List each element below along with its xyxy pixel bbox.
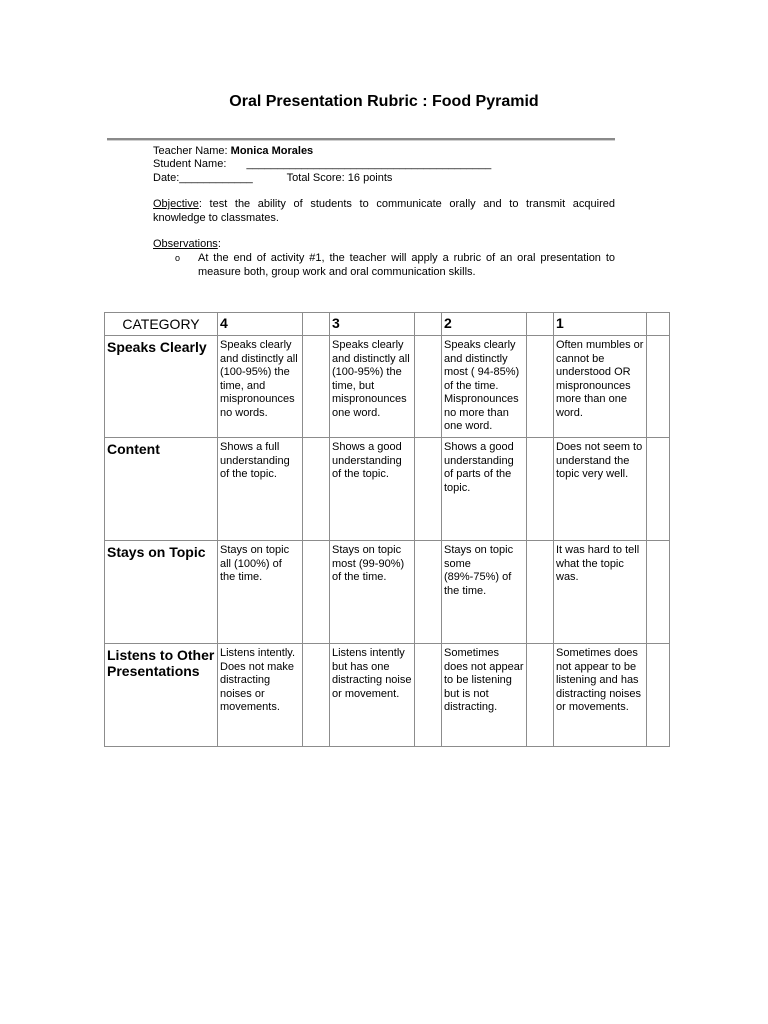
row-category: Listens to Other Presentations (105, 644, 218, 747)
header-spacer (527, 313, 554, 336)
student-line (153, 158, 491, 171)
cell-score-1: Sometimes does not appear to be listening and has distracting noises or movements. (554, 644, 647, 747)
header-category: CATEGORY (105, 313, 218, 336)
date-label: Date:____________ (153, 172, 253, 184)
header-spacer (303, 313, 330, 336)
score-spacer (415, 336, 442, 438)
score-spacer (527, 644, 554, 747)
observations-label: Observations (153, 238, 218, 250)
row-category: Speaks Clearly (105, 336, 218, 438)
teacher-label: Teacher Name: (153, 145, 228, 157)
objective-paragraph (153, 198, 615, 225)
score-spacer (303, 336, 330, 438)
observation-text: At the end of activity #1, the teacher will apply a rubric of an oral presentation to measure both, group work and oral communication skills. (198, 252, 615, 278)
rubric-row-stays-on-topic (105, 541, 670, 644)
rubric-row-content (105, 438, 670, 541)
cell-score-2: Stays on topic some (89%-75%) of the time. (442, 541, 527, 644)
cell-score-1: Does not seem to understand the topic very well. (554, 438, 647, 541)
score-spacer (647, 438, 670, 541)
observations-heading (153, 238, 615, 252)
rubric-row-listens (105, 644, 670, 747)
rubric-row-speaks-clearly (105, 336, 670, 438)
cell-score-1: It was hard to tell what the topic was. (554, 541, 647, 644)
title-divider (107, 138, 615, 141)
objective-text: : test the ability of students to communicate orally and to transmit acquired knowledge to classmates. (153, 198, 615, 224)
score-spacer (415, 438, 442, 541)
header-spacer (647, 313, 670, 336)
header-score-1: 1 (554, 313, 647, 336)
bullet-icon: o (175, 253, 181, 263)
cell-score-2: Speaks clearly and distinctly most ( 94-85%) of the time. Mispronounces no more than one word. (442, 336, 527, 438)
student-name-blank: ________________________________________ (246, 158, 492, 170)
cell-score-3: Listens intently but has one distracting noise or movement. (330, 644, 415, 747)
student-label: Student Name: (153, 158, 227, 170)
cell-score-4: Speaks clearly and distinctly all (100-95%) the time, and mispronounces no words. (218, 336, 303, 438)
score-spacer (527, 541, 554, 644)
teacher-name: Monica Morales (230, 145, 314, 157)
score-spacer (527, 438, 554, 541)
score-spacer (415, 541, 442, 644)
cell-score-4: Stays on topic all (100%) of the time. (218, 541, 303, 644)
score-spacer (303, 644, 330, 747)
date-line (153, 172, 392, 185)
cell-score-1: Often mumbles or cannot be understood OR mispronounces more than one word. (554, 336, 647, 438)
observations-colon: : (217, 238, 221, 250)
header-spacer (415, 313, 442, 336)
score-spacer (415, 644, 442, 747)
score-spacer (303, 541, 330, 644)
cell-score-4: Shows a full understanding of the topic. (218, 438, 303, 541)
cell-score-4: Listens intently. Does not make distracting noises or movements. (218, 644, 303, 747)
row-category: Content (105, 438, 218, 541)
rubric-table (104, 312, 670, 747)
objective-label: Objective (153, 198, 199, 210)
cell-score-2: Shows a good understanding of parts of the topic. (442, 438, 527, 541)
cell-score-2: Sometimes does not appear to be listening but is not distracting. (442, 644, 527, 747)
score-spacer (647, 336, 670, 438)
score-spacer (303, 438, 330, 541)
page-title: Oral Presentation Rubric : Food Pyramid (229, 93, 539, 110)
cell-score-3: Stays on topic most (99-90%) of the time. (330, 541, 415, 644)
header-score-2: 2 (442, 313, 527, 336)
score-spacer (647, 644, 670, 747)
score-spacer (527, 336, 554, 438)
cell-score-3: Shows a good understanding of the topic. (330, 438, 415, 541)
score-spacer (647, 541, 670, 644)
row-category: Stays on Topic (105, 541, 218, 644)
cell-score-3: Speaks clearly and distinctly all (100-95%) the time, but mispronounces one word. (330, 336, 415, 438)
header-score-4: 4 (218, 313, 303, 336)
header-score-3: 3 (330, 313, 415, 336)
total-score: Total Score: 16 points (286, 172, 393, 184)
teacher-line (153, 145, 313, 158)
observation-item (153, 252, 615, 279)
rubric-header-row (105, 313, 670, 336)
